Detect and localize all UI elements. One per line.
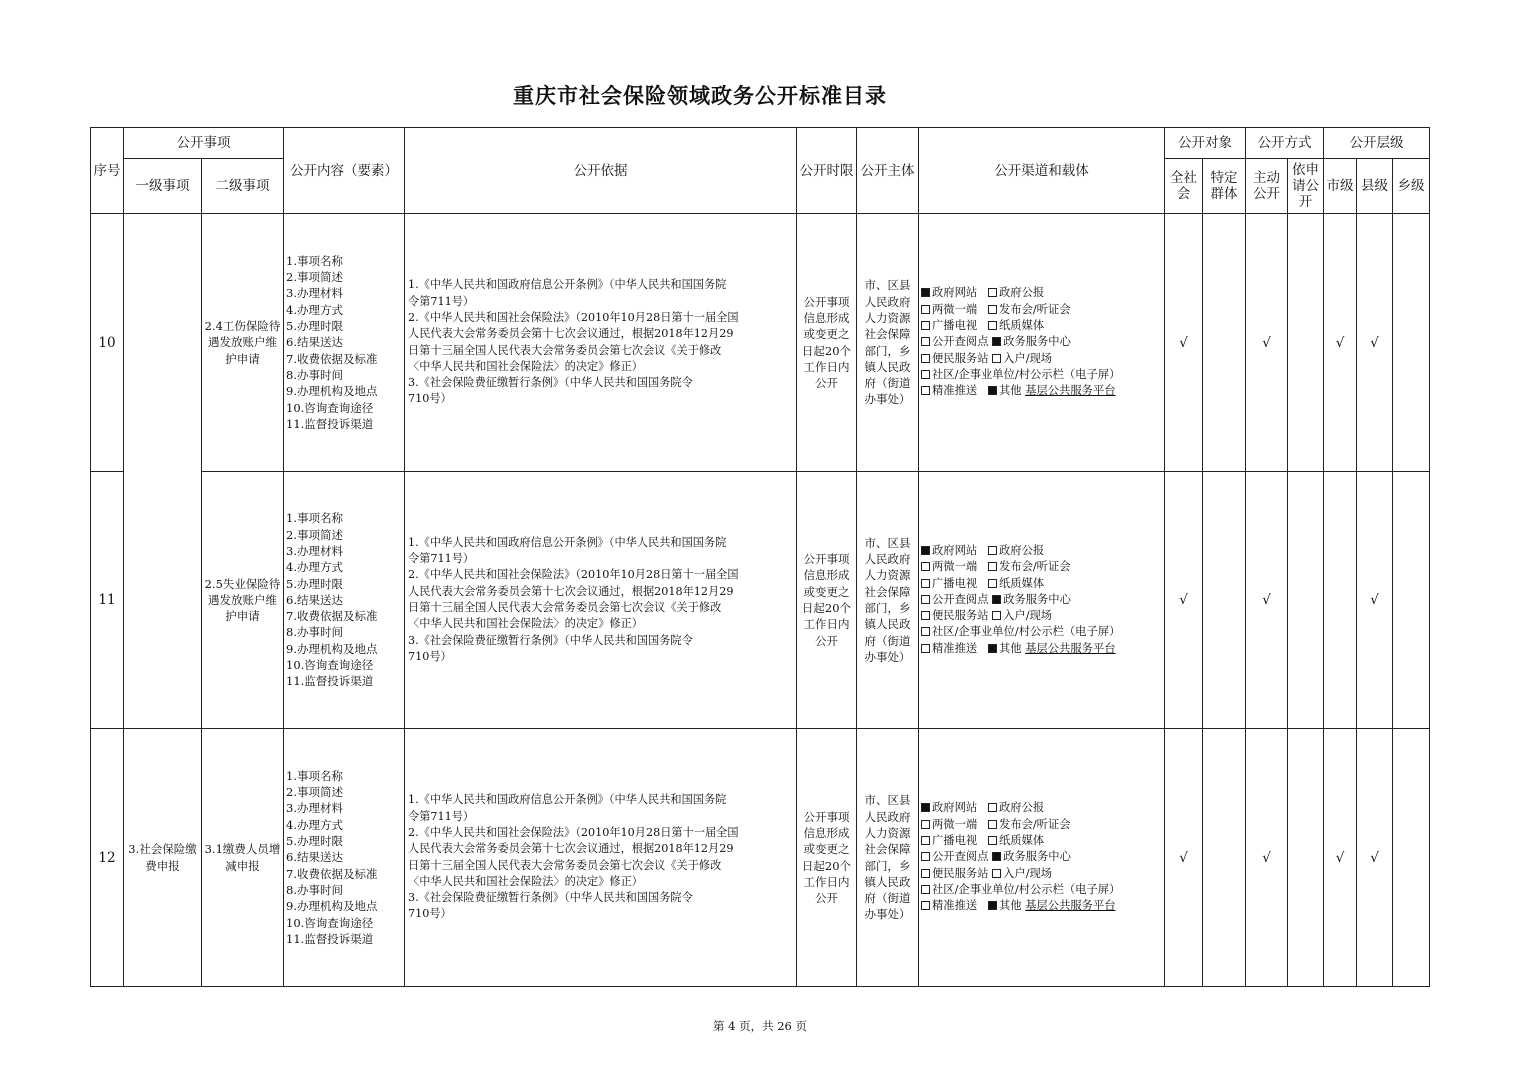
row-level2: 2.4工伤保险待遇发放账户维护申请 (202, 214, 284, 472)
header-seq: 序号 (91, 128, 124, 214)
check-active: √ (1246, 214, 1288, 472)
header-level1: 一级事项 (124, 159, 202, 214)
checked-box-icon (921, 546, 930, 555)
header-audience-all: 全社会 (1165, 159, 1203, 214)
channel-list (921, 543, 1162, 657)
content-item: 10.咨询查询途径 (286, 915, 374, 930)
channel-two_micro: 两微一端 (932, 817, 978, 831)
content-item: 11.监督投诉渠道 (286, 416, 374, 431)
checked-box-icon (988, 644, 997, 653)
check-city: √ (1324, 214, 1357, 472)
table-row (91, 472, 1430, 729)
content-item: 11.监督投诉渠道 (286, 931, 374, 946)
basis-text (408, 792, 793, 922)
header-audience-specific: 特定群体 (1203, 159, 1246, 214)
basis-line: 3.《社会保险费征缴暂行条例》（中华人民共和国国务院令 (408, 891, 693, 905)
check-city: √ (1324, 729, 1357, 987)
checked-box-icon (921, 288, 930, 297)
header-matter: 公开事项 (124, 128, 284, 159)
unchecked-box-icon (921, 370, 930, 379)
channel-public_point: 公开查阅点 (932, 335, 989, 349)
content-item: 5.办理时限 (286, 834, 343, 849)
basis-line: 1.《中华人民共和国政府信息公开条例》（中华人民共和国国务院 (408, 535, 727, 549)
content-item: 4.办理方式 (286, 302, 343, 317)
channel-two_micro: 两微一端 (932, 560, 978, 574)
channel-service_station: 便民服务站 (932, 866, 989, 880)
content-item: 9.办理机构及地点 (286, 641, 378, 656)
content-item: 11.监督投诉渠道 (286, 674, 374, 689)
unchecked-box-icon (921, 595, 930, 604)
unchecked-box-icon (921, 321, 930, 330)
row-level2: 2.5失业保险待遇发放账户维护申请 (202, 472, 284, 729)
check-apply (1288, 729, 1324, 987)
checked-box-icon (992, 595, 1001, 604)
channel-door: 入户/现场 (1003, 866, 1053, 880)
basis-line: 令第711号） (408, 809, 475, 823)
content-item: 10.咨询查询途径 (286, 400, 374, 415)
basis-line: 1.《中华人民共和国政府信息公开条例》（中华人民共和国国务院 (408, 793, 727, 807)
content-item: 9.办理机构及地点 (286, 899, 378, 914)
unchecked-box-icon (921, 562, 930, 571)
checked-box-icon (988, 386, 997, 395)
unchecked-box-icon (921, 901, 930, 910)
basis-line: 〈中华人民共和国社会保险法〉的决定》修正） (408, 359, 643, 373)
basis-line: 〈中华人民共和国社会保险法〉的决定》修正） (408, 874, 643, 888)
basis-line: 1.《中华人民共和国政府信息公开条例》（中华人民共和国国务院 (408, 278, 727, 292)
channel-two_micro: 两微一端 (932, 302, 978, 316)
unchecked-box-icon (921, 305, 930, 314)
content-list (286, 510, 402, 689)
content-item: 8.办事时间 (286, 367, 343, 382)
check-all: √ (1165, 214, 1203, 472)
basis-line: 人民代表大会常务委员会第十七次会议通过，根据2018年12月29 (408, 584, 734, 598)
content-item: 5.办理时限 (286, 319, 343, 334)
row-level1: 3.社会保险缴费申报 (124, 729, 202, 987)
channel-other: 其他 (998, 384, 1022, 398)
content-item: 4.办理方式 (286, 560, 343, 575)
checked-box-icon (992, 852, 1001, 861)
basis-line: 710号） (408, 907, 452, 921)
channel-precise: 精准推送 (932, 899, 978, 913)
basis-line: 〈中华人民共和国社会保险法〉的决定》修正） (408, 617, 643, 631)
unchecked-box-icon (921, 836, 930, 845)
content-item: 2.事项简述 (286, 785, 343, 800)
header-method-apply: 依申请公开 (1288, 159, 1324, 214)
header-channel: 公开渠道和载体 (919, 128, 1165, 214)
row-seq: 10 (91, 214, 124, 472)
content-item: 7.收费依据及标准 (286, 609, 378, 624)
unchecked-box-icon (988, 579, 997, 588)
channel-press: 发布会/听证会 (998, 302, 1071, 316)
unchecked-box-icon (921, 611, 930, 620)
check-all: √ (1165, 472, 1203, 729)
row-level1 (124, 214, 202, 729)
basis-line: 日第十三届全国人民代表大会常务委员会第七次会议《关于修改 (408, 601, 722, 614)
content-item: 7.收费依据及标准 (286, 866, 378, 881)
page-footer: 第 4 页，共 26 页 (712, 1019, 808, 1033)
basis-line: 710号） (408, 392, 452, 406)
header-level-town: 乡级 (1393, 159, 1430, 214)
unchecked-box-icon (921, 386, 930, 395)
unchecked-box-icon (921, 852, 930, 861)
content-item: 3.办理材料 (286, 543, 343, 558)
channel-public_point: 公开查阅点 (932, 592, 989, 606)
channel-list (921, 800, 1162, 914)
content-item: 2.事项简述 (286, 527, 343, 542)
check-active: √ (1246, 472, 1288, 729)
header-content: 公开内容（要素） (284, 128, 405, 214)
channel-press: 发布会/听证会 (998, 560, 1071, 574)
channel-gov_gazette: 政府公报 (998, 801, 1045, 815)
channel-door: 入户/现场 (1003, 609, 1053, 623)
channel-paper: 纸质媒体 (998, 834, 1045, 848)
channel-service_station: 便民服务站 (932, 351, 989, 365)
table-row (91, 729, 1430, 987)
channel-gov_gazette: 政府公报 (998, 543, 1045, 557)
check-county: √ (1357, 472, 1393, 729)
channel-service_station: 便民服务站 (932, 609, 989, 623)
content-item: 9.办理机构及地点 (286, 384, 378, 399)
check-town (1393, 214, 1430, 472)
unchecked-box-icon (988, 836, 997, 845)
basis-line: 令第711号） (408, 552, 475, 566)
checked-box-icon (992, 337, 1001, 346)
checked-box-icon (921, 803, 930, 812)
channel-gov_gazette: 政府公报 (998, 286, 1045, 300)
unchecked-box-icon (921, 869, 930, 878)
channel-other-value: 基层公共服务平台 (1025, 641, 1116, 655)
channel-service_center: 政务服务中心 (1003, 335, 1071, 349)
unchecked-box-icon (921, 337, 930, 346)
basis-line: 令第711号） (408, 294, 475, 308)
basis-line: 3.《社会保险费征缴暂行条例》（中华人民共和国国务院令 (408, 633, 693, 647)
channel-paper: 纸质媒体 (998, 319, 1045, 333)
check-specific (1203, 729, 1246, 987)
check-specific (1203, 472, 1246, 729)
basis-line: 710号） (408, 649, 452, 663)
channel-broadcast: 广播电视 (932, 834, 978, 848)
channel-bulletin: 社区/企事业单位/村公示栏（电子屏） (932, 367, 1121, 381)
basis-line: 日第十三届全国人民代表大会常务委员会第七次会议《关于修改 (408, 858, 722, 872)
channel-other: 其他 (998, 641, 1022, 655)
basis-line: 日第十三届全国人民代表大会常务委员会第七次会议《关于修改 (408, 343, 722, 357)
checked-box-icon (988, 901, 997, 910)
unchecked-box-icon (921, 820, 930, 829)
time-limit-text: 公开事项信息形成或变更之日起20个工作日内公开 (797, 729, 857, 987)
unchecked-box-icon (992, 611, 1001, 620)
subject-text: 市、区县人民政府人力资源社会保障部门，乡镇人民政府（街道办事处） (857, 214, 919, 472)
content-item: 6.结果送达 (286, 850, 343, 865)
unchecked-box-icon (988, 321, 997, 330)
channel-gov_site: 政府网站 (932, 286, 978, 300)
content-item: 6.结果送达 (286, 592, 343, 607)
header-level2: 二级事项 (202, 159, 284, 214)
header-basis: 公开依据 (405, 128, 797, 214)
basis-line: 2.《中华人民共和国社会保险法》（2010年10月28日第十一届全国 (408, 310, 739, 324)
basis-text (408, 535, 793, 665)
check-county: √ (1357, 729, 1393, 987)
content-item: 3.办理材料 (286, 801, 343, 816)
check-specific (1203, 214, 1246, 472)
unchecked-box-icon (921, 354, 930, 363)
row-seq: 11 (91, 472, 124, 729)
unchecked-box-icon (992, 354, 1001, 363)
channel-broadcast: 广播电视 (932, 319, 978, 333)
basis-line: 2.《中华人民共和国社会保险法》（2010年10月28日第十一届全国 (408, 568, 739, 582)
content-item: 2.事项简述 (286, 270, 343, 285)
basis-text (408, 277, 793, 407)
catalog-table (90, 127, 1430, 987)
unchecked-box-icon (988, 820, 997, 829)
unchecked-box-icon (988, 305, 997, 314)
page-title: 重庆市社会保险领域政务公开标准目录 (513, 83, 887, 108)
header-method: 公开方式 (1246, 128, 1324, 159)
channel-precise: 精准推送 (932, 641, 978, 655)
content-list (286, 253, 402, 432)
time-limit-text: 公开事项信息形成或变更之日起20个工作日内公开 (797, 214, 857, 472)
channel-bulletin: 社区/企事业单位/村公示栏（电子屏） (932, 625, 1121, 639)
content-item: 4.办理方式 (286, 817, 343, 832)
content-item: 8.办事时间 (286, 882, 343, 897)
content-item: 8.办事时间 (286, 625, 343, 640)
basis-line: 人民代表大会常务委员会第十七次会议通过，根据2018年12月29 (408, 842, 734, 856)
check-town (1393, 729, 1430, 987)
subject-text: 市、区县人民政府人力资源社会保障部门，乡镇人民政府（街道办事处） (857, 472, 919, 729)
header-subject: 公开主体 (857, 128, 919, 214)
unchecked-box-icon (921, 644, 930, 653)
unchecked-box-icon (988, 288, 997, 297)
row-seq: 12 (91, 729, 124, 987)
check-apply (1288, 472, 1324, 729)
check-town (1393, 472, 1430, 729)
check-county: √ (1357, 214, 1393, 472)
content-item: 1.事项名称 (286, 768, 343, 783)
content-item: 10.咨询查询途径 (286, 658, 374, 673)
channel-press: 发布会/听证会 (998, 817, 1071, 831)
basis-line: 2.《中华人民共和国社会保险法》（2010年10月28日第十一届全国 (408, 825, 739, 839)
header-time-limit: 公开时限 (797, 128, 857, 214)
channel-other: 其他 (998, 899, 1022, 913)
unchecked-box-icon (921, 579, 930, 588)
channel-door: 入户/现场 (1003, 351, 1053, 365)
table-row (91, 214, 1430, 472)
content-item: 1.事项名称 (286, 253, 343, 268)
check-active: √ (1246, 729, 1288, 987)
check-apply (1288, 214, 1324, 472)
unchecked-box-icon (988, 803, 997, 812)
content-item: 3.办理材料 (286, 286, 343, 301)
channel-other-value: 基层公共服务平台 (1025, 384, 1116, 398)
time-limit-text: 公开事项信息形成或变更之日起20个工作日内公开 (797, 472, 857, 729)
header-level-county: 县级 (1357, 159, 1393, 214)
basis-line: 人民代表大会常务委员会第十七次会议通过，根据2018年12月29 (408, 327, 734, 341)
content-item: 5.办理时限 (286, 576, 343, 591)
unchecked-box-icon (921, 627, 930, 636)
channel-service_center: 政务服务中心 (1003, 850, 1071, 864)
subject-text: 市、区县人民政府人力资源社会保障部门，乡镇人民政府（街道办事处） (857, 729, 919, 987)
unchecked-box-icon (992, 869, 1001, 878)
channel-public_point: 公开查阅点 (932, 850, 989, 864)
header-audience: 公开对象 (1165, 128, 1246, 159)
channel-paper: 纸质媒体 (998, 576, 1045, 590)
unchecked-box-icon (921, 885, 930, 894)
content-item: 1.事项名称 (286, 511, 343, 526)
content-item: 6.结果送达 (286, 335, 343, 350)
unchecked-box-icon (988, 546, 997, 555)
channel-bulletin: 社区/企事业单位/村公示栏（电子屏） (932, 882, 1121, 896)
header-level-city: 市级 (1324, 159, 1357, 214)
channel-broadcast: 广播电视 (932, 576, 978, 590)
basis-line: 3.《社会保险费征缴暂行条例》（中华人民共和国国务院令 (408, 376, 693, 390)
check-city (1324, 472, 1357, 729)
header-method-active: 主动公开 (1246, 159, 1288, 214)
check-all: √ (1165, 729, 1203, 987)
channel-list (921, 285, 1162, 399)
channel-gov_site: 政府网站 (932, 801, 978, 815)
channel-precise: 精准推送 (932, 384, 978, 398)
content-item: 7.收费依据及标准 (286, 351, 378, 366)
content-list (286, 768, 402, 947)
row-level2: 3.1缴费人员增减申报 (202, 729, 284, 987)
channel-gov_site: 政府网站 (932, 543, 978, 557)
channel-other-value: 基层公共服务平台 (1025, 899, 1116, 913)
channel-service_center: 政务服务中心 (1003, 592, 1071, 606)
unchecked-box-icon (988, 562, 997, 571)
header-level: 公开层级 (1324, 128, 1430, 159)
